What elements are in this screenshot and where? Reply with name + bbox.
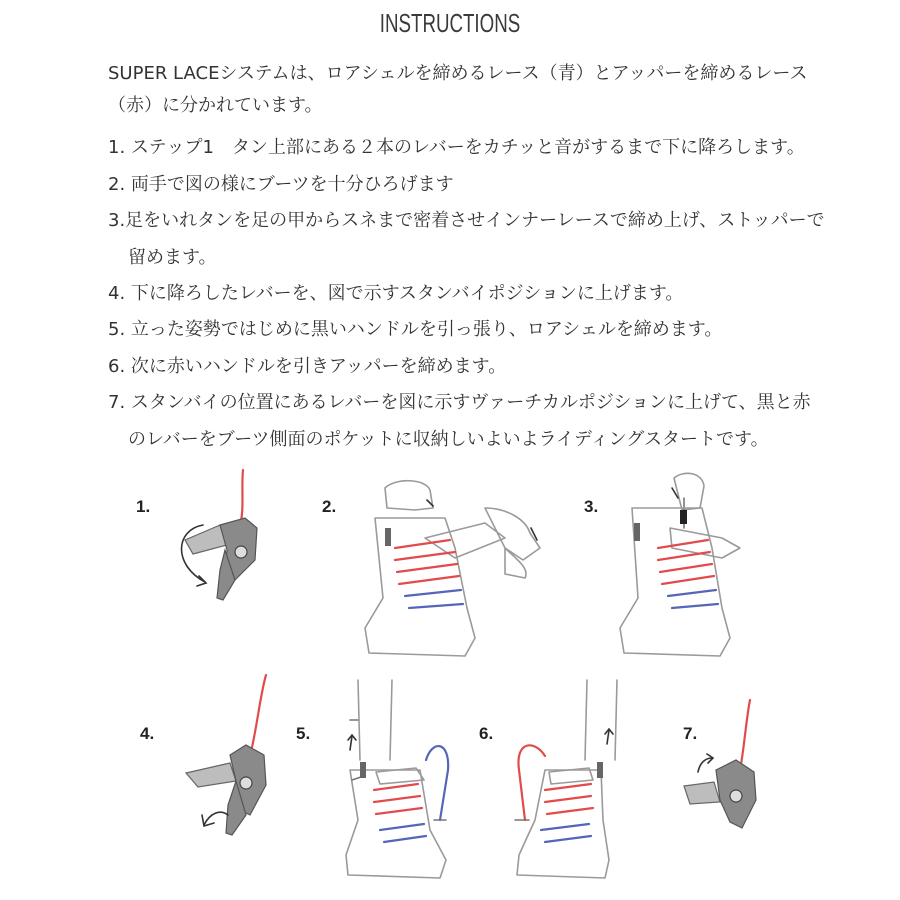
step-2 — [108, 167, 828, 204]
pull-lower-lace-illustration — [340, 680, 480, 880]
step-1 — [108, 130, 828, 167]
intro-line-2: （赤）に分かれています。 — [108, 95, 323, 116]
step-3-text: 3.足をいれタンを足の甲からスネまで密着させインナーレースで締め上げ、ストッパーで — [108, 210, 825, 231]
step-6-text: 6. 次に赤いハンドルを引きアッパーを締めます。 — [108, 355, 507, 377]
figure-1-label: 1. — [136, 497, 151, 516]
figure-5-label: 5. — [296, 724, 311, 743]
step-3 — [108, 203, 828, 276]
lever-down-illustration — [165, 470, 285, 610]
figure-4-label: 4. — [140, 724, 155, 743]
step-4 — [108, 276, 828, 313]
step-5 — [108, 312, 828, 349]
intro-line-1: SUPER LACEシステムは、ロアシェルを締めるレース（青）とアッパーを締めるレース — [108, 63, 808, 84]
page-title: INSTRUCTIONS — [379, 8, 521, 38]
figure-3-label: 3. — [584, 497, 599, 516]
intro-paragraph — [108, 58, 808, 122]
instruction-steps — [108, 130, 828, 458]
step-1-text: 1. ステップ1 タン上部にある２本のレバーをカチッと音がするまで下に降ろします。 — [108, 137, 805, 158]
step-3-continuation: 留めます。 — [128, 246, 217, 268]
step-2-text: 2. 両手で図の様にブーツを十分ひろげます — [108, 173, 454, 195]
figure-7-label: 7. — [683, 724, 698, 743]
step-7-text: 7. スタンバイの位置にあるレバーを図に示すヴァーチカルポジションに上げて、黒と赤 — [108, 392, 811, 413]
step-7-continuation: のレバーをブーツ側面のポケットに収納しいよいよライディングスタートです。 — [128, 428, 769, 450]
figure-6-label: 6. — [479, 724, 494, 743]
step-4-text: 4. 下に降ろしたレバーを、図で示すスタンバイポジションに上げます。 — [108, 282, 684, 304]
boot-open-illustration — [355, 478, 555, 668]
step-7 — [108, 385, 828, 458]
foot-in-illustration — [612, 468, 752, 668]
lever-standby-illustration — [180, 675, 300, 835]
step-6 — [108, 349, 828, 386]
figure-2-label: 2. — [322, 497, 337, 516]
pull-upper-lace-illustration — [505, 680, 635, 880]
step-5-text: 5. 立った姿勢ではじめに黒いハンドルを引っ張り、ロアシェルを締めます。 — [108, 319, 723, 340]
lever-vertical-illustration — [680, 700, 790, 840]
